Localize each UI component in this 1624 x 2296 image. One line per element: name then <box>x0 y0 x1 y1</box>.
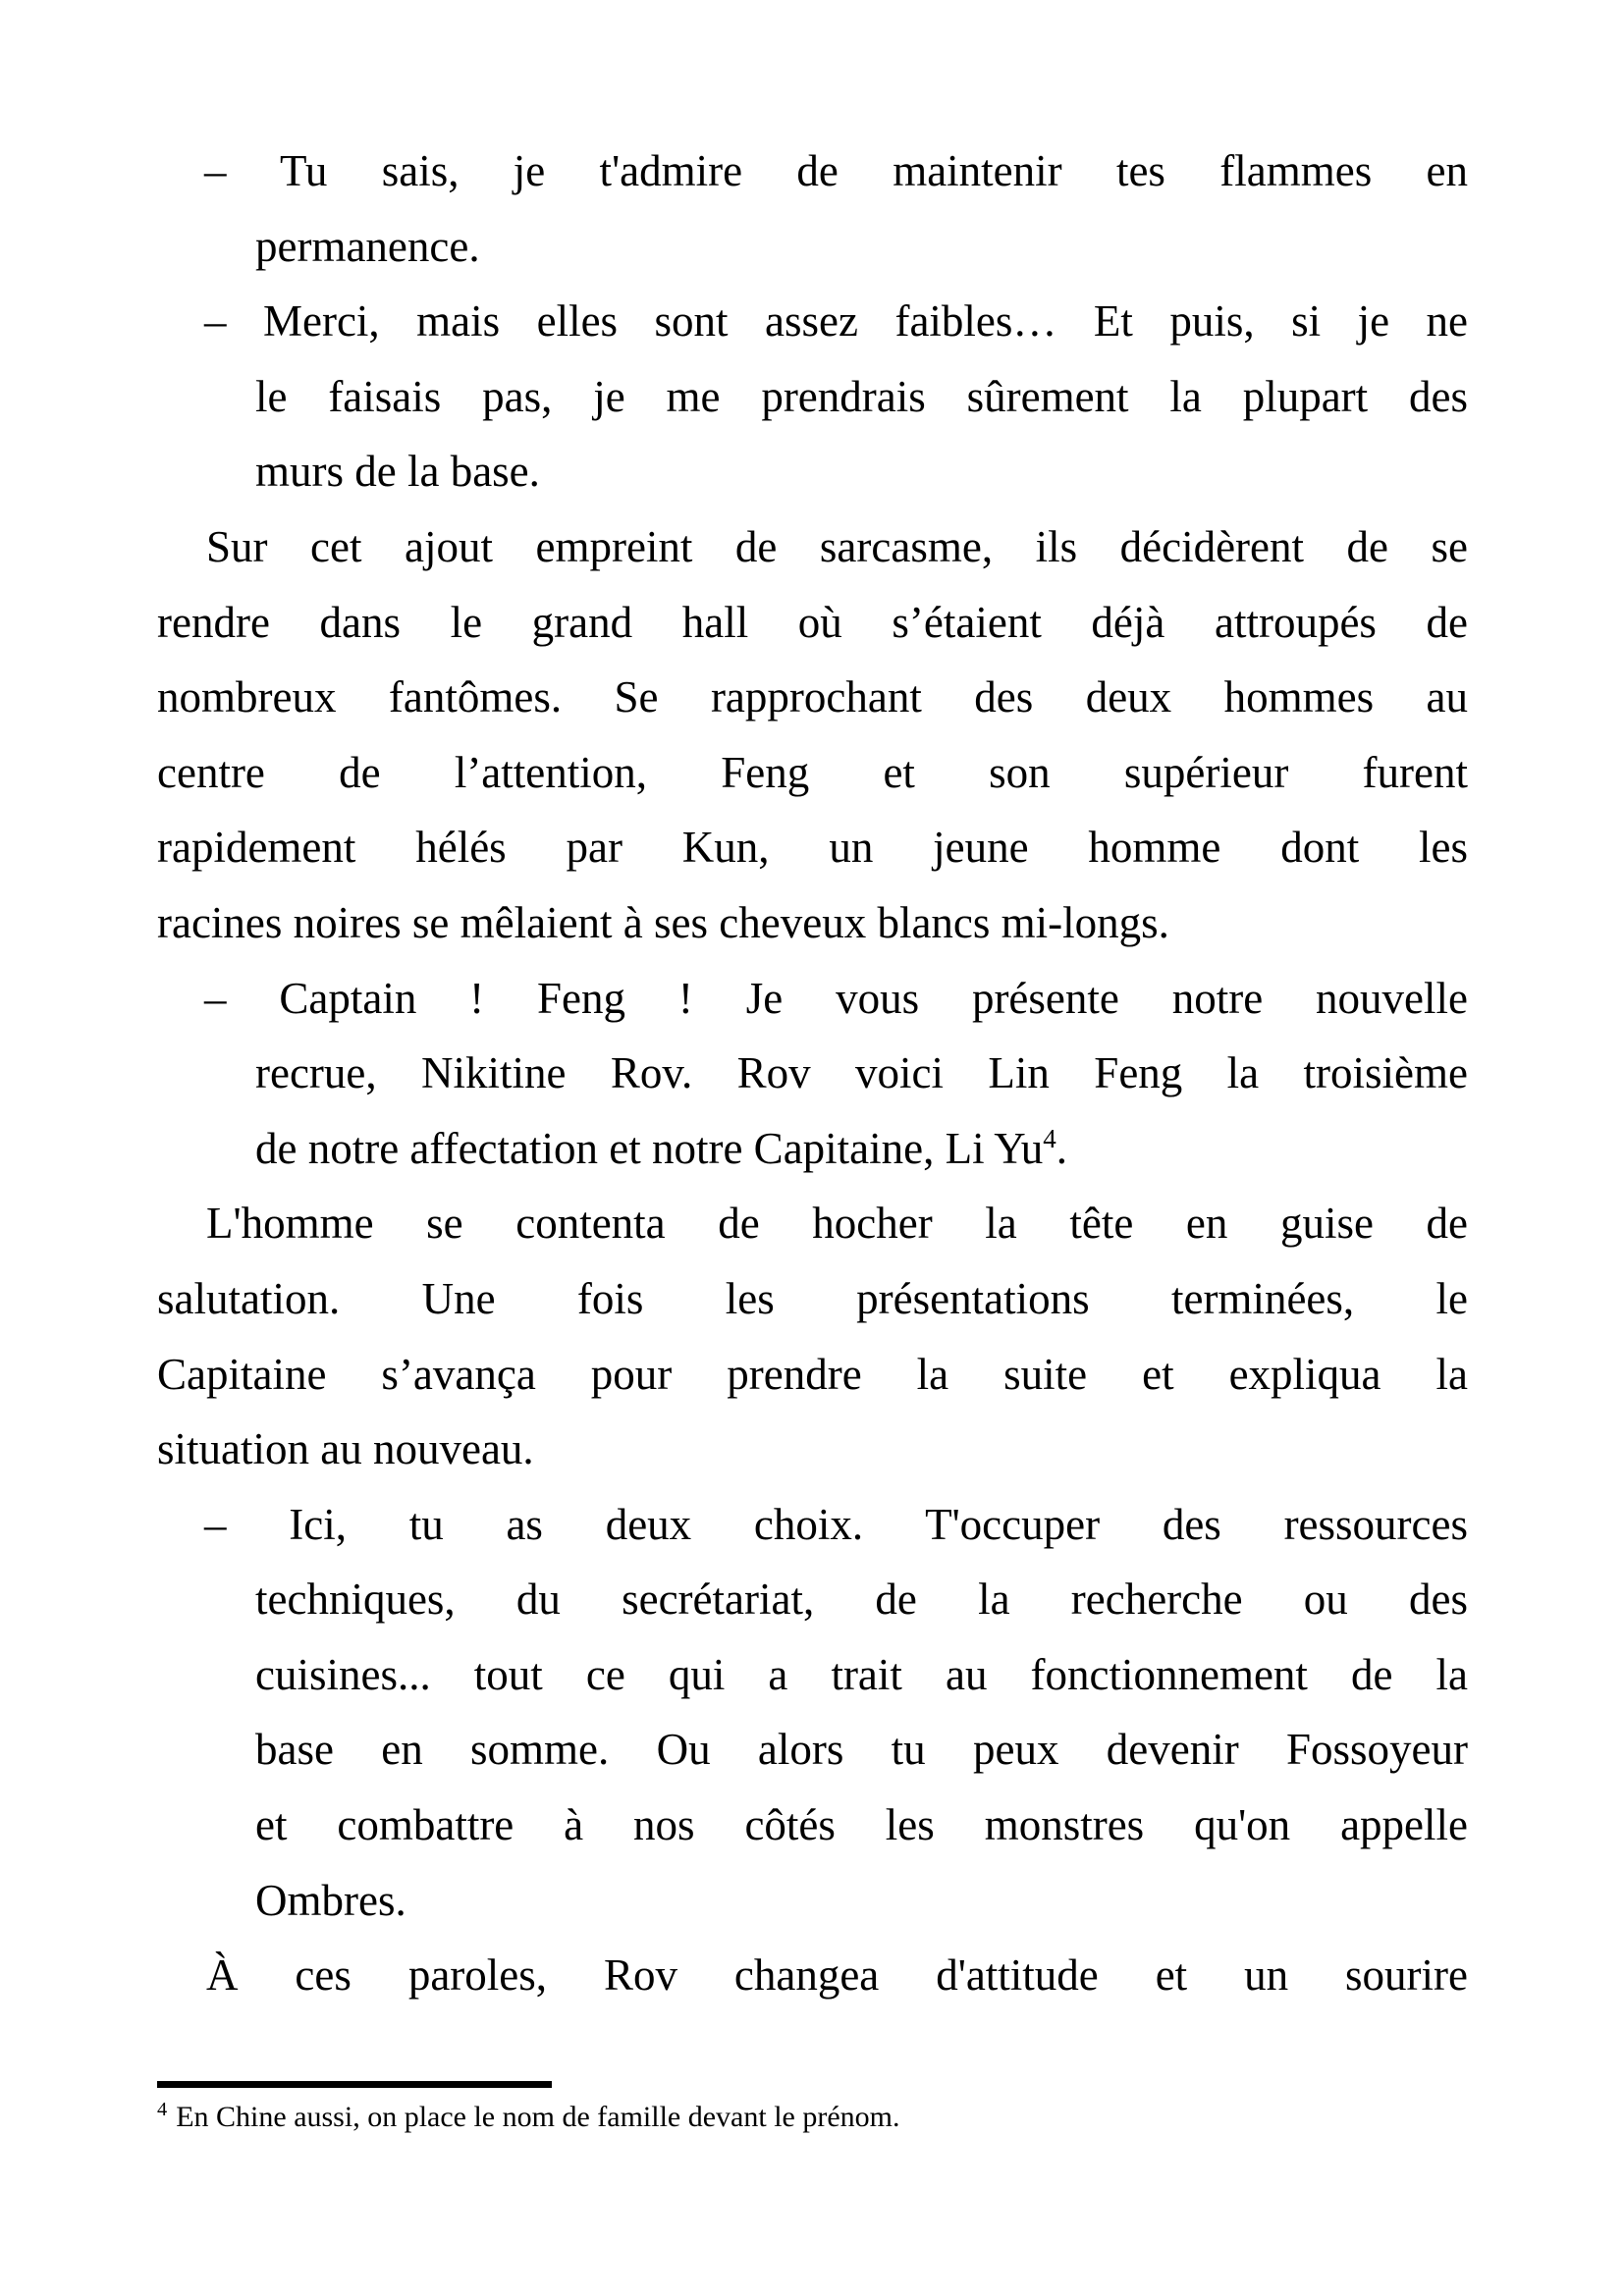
footnote-body: En Chine aussi, on place le nom de famille devant le prénom. <box>176 2101 900 2133</box>
text-segment: Ombres. <box>255 1875 406 1925</box>
text-segment: rendre dans le grand hall où s’étaient déjà attroupés de <box>157 597 1468 647</box>
text-segment: centre de l’attention, Feng et son supérieur furent <box>157 747 1468 797</box>
text-line <box>255 1712 1468 1788</box>
text-line <box>255 1562 1468 1637</box>
text-line <box>255 1863 1468 1939</box>
text-line <box>255 359 1468 435</box>
text-segment: murs de la base. <box>255 447 540 497</box>
text-line <box>157 1412 1468 1487</box>
text-segment: techniques, du secrétariat, de la recherche ou des <box>255 1575 1468 1625</box>
text-line <box>255 434 1468 509</box>
footnote-marker: 4 <box>157 2099 168 2120</box>
text-segment: et combattre à nos côtés les monstres qu'on appelle <box>255 1800 1468 1850</box>
text-line <box>206 509 1468 585</box>
text-segment: le faisais pas, je me prendrais sûrement la plupart des <box>255 371 1468 421</box>
text-line <box>255 1637 1468 1713</box>
text-segment: . <box>1056 1123 1067 1173</box>
text-line <box>255 1111 1468 1187</box>
text-line <box>157 885 1468 961</box>
text-segment: de notre affectation et notre Capitaine, Li Yu <box>255 1123 1044 1173</box>
text-segment: – Tu sais, je t'admire de maintenir tes flammes en <box>204 146 1468 195</box>
text-segment: situation au nouveau. <box>157 1424 534 1474</box>
text-segment: racines noires se mêlaient à ses cheveux blancs mi-longs. <box>157 897 1169 947</box>
text-line <box>255 209 1468 285</box>
text-segment: salutation. Une fois les présentations terminées, le <box>157 1273 1468 1323</box>
footnote <box>157 2099 1468 2136</box>
text-segment: rapidement hélés par Kun, un jeune homme dont les <box>157 823 1468 873</box>
text-line <box>157 735 1468 811</box>
text-segment: À ces paroles, Rov changea d'attitude et un sourire <box>206 1950 1468 2001</box>
text-line <box>157 660 1468 735</box>
text-segment: Capitaine s’avança pour prendre la suite et expliqua la <box>157 1349 1468 1399</box>
text-segment: Sur cet ajout empreint de sarcasme, ils décidèrent de se <box>206 521 1468 571</box>
text-segment: – Merci, mais elles sont assez faibles… Et puis, si je ne <box>204 296 1468 347</box>
text-line <box>204 284 1468 359</box>
text-segment: L'homme se contenta de hocher la tête en guise de <box>206 1199 1468 1249</box>
text-line <box>255 1036 1468 1111</box>
text-segment: – Captain ! Feng ! Je vous présente notre nouvelle <box>204 973 1468 1023</box>
text-segment: nombreux fantômes. Se rapprochant des deux hommes au <box>157 672 1468 722</box>
text-line <box>157 585 1468 661</box>
footnote-reference: 4 <box>1043 1123 1056 1153</box>
text-segment: permanence. <box>255 221 480 271</box>
text-segment: base en somme. Ou alors tu peux devenir Fossoyeur <box>255 1725 1468 1775</box>
text-line <box>206 1938 1468 2013</box>
text-line <box>157 1337 1468 1413</box>
text-line <box>204 1487 1468 1563</box>
footnote-rule <box>157 2081 552 2088</box>
text-segment: – Ici, tu as deux choix. T'occuper des ressources <box>204 1499 1468 1549</box>
page-text <box>157 133 1468 2013</box>
text-line <box>255 1788 1468 1863</box>
text-line <box>204 961 1468 1037</box>
text-segment: cuisines... tout ce qui a trait au fonctionnement de la <box>255 1649 1468 1699</box>
text-line <box>206 1186 1468 1261</box>
text-segment: recrue, Nikitine Rov. Rov voici Lin Feng la troisième <box>255 1048 1468 1098</box>
text-line <box>157 810 1468 885</box>
text-line <box>157 1261 1468 1337</box>
text-line <box>204 133 1468 209</box>
